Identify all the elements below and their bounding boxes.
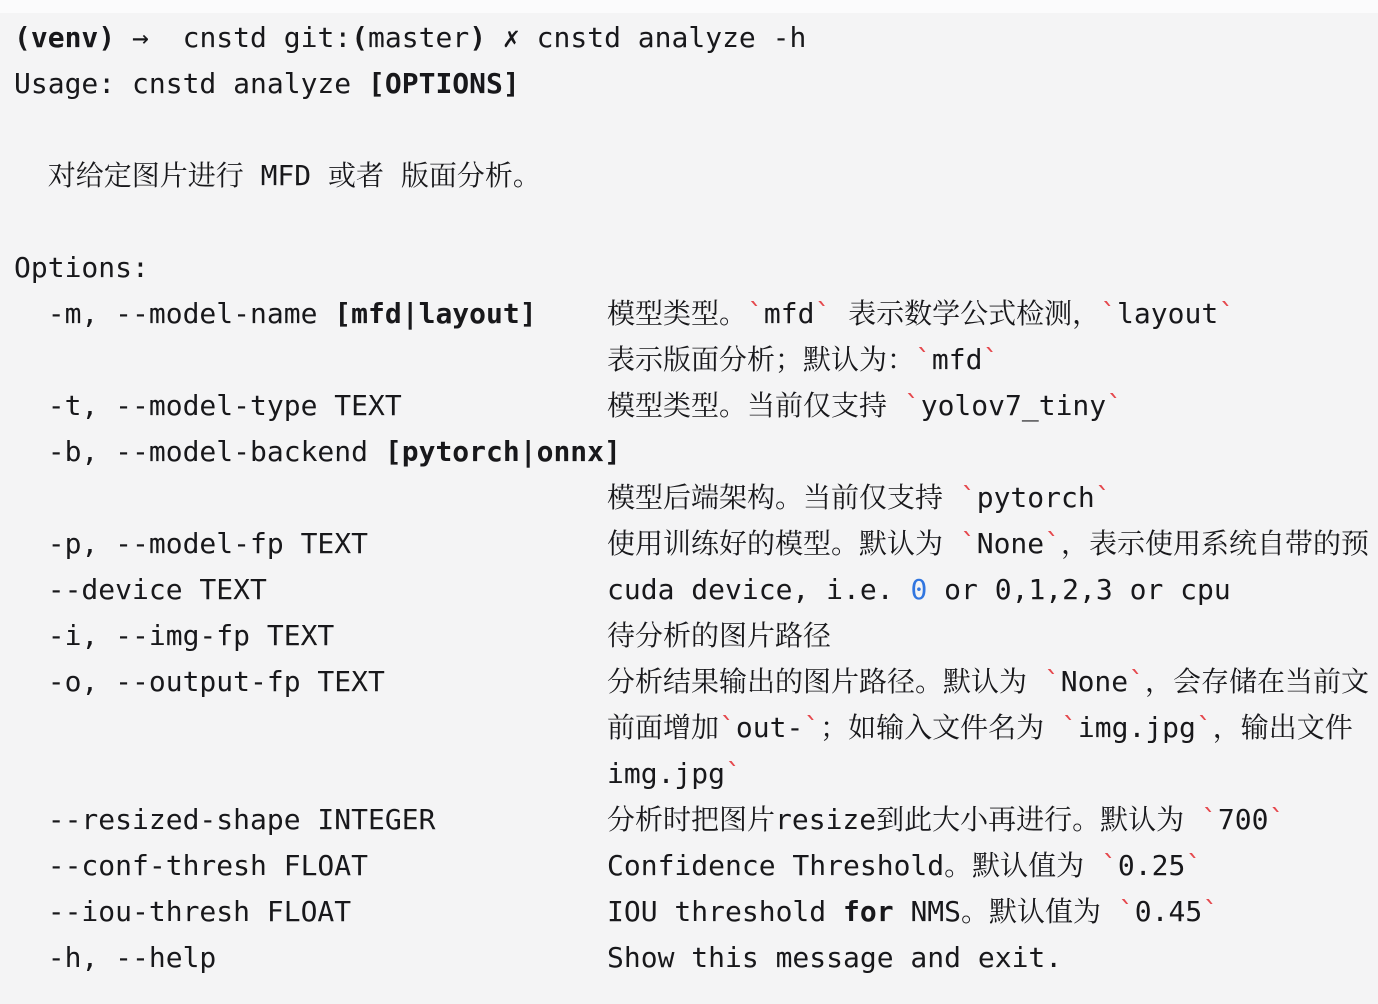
text-segment: -i, --img-fp TEXT	[14, 619, 335, 652]
backtick-highlight: `	[1185, 849, 1203, 882]
text-segment: cnstd	[182, 21, 284, 54]
description-column	[607, 849, 1202, 882]
backtick-highlight: `	[915, 343, 932, 376]
backtick-highlight: `	[1106, 389, 1124, 422]
terminal-line-8	[14, 383, 1378, 429]
option-column	[14, 291, 607, 337]
backtick-highlight: `	[1100, 297, 1118, 330]
text-segment: -h, --help	[14, 941, 217, 974]
text-segment: 模型后端架构。当前仅支持	[607, 481, 960, 514]
text-segment: --iou-thresh FLOAT	[14, 895, 352, 928]
page-top-strip	[0, 0, 1378, 13]
terminal-line-9	[14, 429, 1378, 475]
backtick-highlight: `	[1128, 665, 1146, 698]
backtick-highlight: `	[1117, 895, 1135, 928]
option-column	[14, 659, 607, 705]
terminal-line-15	[14, 705, 1378, 751]
terminal-line-3	[14, 153, 1378, 199]
description-column	[607, 297, 1235, 330]
text-segment: --resized-shape INTEGER	[14, 803, 436, 836]
text-segment: -t, --model-type TEXT	[14, 389, 402, 422]
text-segment: None	[976, 527, 1045, 560]
terminal-line-10	[14, 475, 1378, 521]
text-segment: (venv)	[14, 21, 116, 54]
text-segment: Show this message and exit.	[607, 941, 1063, 974]
terminal-line-16	[14, 751, 1378, 797]
backtick-highlight: `	[959, 527, 977, 560]
backtick-highlight: `	[1218, 297, 1236, 330]
terminal-line-18	[14, 843, 1378, 889]
text-segment: [OPTIONS]	[368, 67, 520, 100]
text-segment: 表示数学公式检测，	[831, 297, 1101, 330]
text-segment: 前面增加	[607, 711, 720, 744]
backtick-highlight: `	[1061, 711, 1078, 744]
text-segment: 表示版面分析；默认为：	[607, 343, 916, 376]
text-segment: 模型类型。	[607, 297, 748, 330]
text-segment: 0.25	[1117, 849, 1186, 882]
description-column	[607, 389, 1123, 422]
text-segment: cnstd analyze -h	[536, 21, 807, 54]
backtick-highlight: `	[1044, 527, 1062, 560]
text-segment: img.jpg	[607, 757, 726, 790]
text-segment: (	[351, 21, 369, 54]
description-column	[607, 573, 1231, 606]
description-column	[607, 527, 1369, 560]
text-segment: -b, --model-backend	[14, 435, 385, 468]
text-segment: 对给定图片进行 MFD 或者 版面分析。	[14, 159, 541, 192]
terminal-line-4	[14, 199, 1378, 245]
backtick-highlight: `	[1195, 711, 1213, 744]
terminal-line-2	[14, 107, 1378, 153]
backtick-highlight: `	[959, 481, 977, 514]
text-segment: 700	[1217, 803, 1269, 836]
option-column	[14, 797, 607, 843]
text-segment: mfd	[931, 343, 983, 376]
terminal-output	[0, 13, 1378, 981]
text-segment: cuda device, i.e.	[607, 573, 911, 606]
backtick-highlight: `	[982, 343, 1000, 376]
text-segment: Options:	[14, 251, 149, 284]
description-column	[607, 941, 1062, 974]
text-segment: 待分析的图片路径	[607, 619, 832, 652]
text-segment: --device TEXT	[14, 573, 267, 606]
backtick-highlight: `	[1094, 481, 1112, 514]
text-segment: 分析时把图片resize到此大小再进行。默认为	[607, 803, 1202, 836]
backtick-highlight: `	[1202, 895, 1220, 928]
text-segment: 分析结果输出的图片路径。默认为	[607, 665, 1044, 698]
terminal-line-13	[14, 613, 1378, 659]
terminal-line-7	[14, 337, 1378, 383]
terminal-line-19	[14, 889, 1378, 935]
text-segment: →	[115, 21, 183, 54]
text-segment: 0.45	[1134, 895, 1203, 928]
terminal-line-11	[14, 521, 1378, 567]
backtick-highlight: `	[803, 711, 821, 744]
text-segment: 使用训练好的模型。默认为	[607, 527, 960, 560]
description-column	[607, 803, 1285, 836]
description-column	[607, 665, 1369, 698]
backtick-highlight: `	[1201, 803, 1218, 836]
description-column	[607, 895, 1219, 928]
backtick-highlight: `	[719, 711, 736, 744]
text-segment: layout	[1117, 297, 1219, 330]
text-segment: Usage: cnstd analyze	[14, 67, 369, 100]
text-segment: mfd	[763, 297, 815, 330]
text-segment: ✗	[486, 21, 537, 54]
text-segment: git:	[283, 21, 352, 54]
option-column	[14, 613, 607, 659]
text-segment: ，会存储在当前文	[1145, 665, 1370, 698]
backtick-highlight: `	[1043, 665, 1061, 698]
text-segment: pytorch	[976, 481, 1095, 514]
text-segment: [mfd|layout]	[334, 297, 537, 330]
option-column	[14, 889, 607, 935]
terminal-line-5	[14, 245, 1378, 291]
text-segment: -m, --model-name	[14, 297, 335, 330]
terminal-line-6	[14, 291, 1378, 337]
text-segment: ；如输入文件名为	[820, 711, 1062, 744]
option-column	[14, 935, 607, 981]
text-segment: out-	[735, 711, 804, 744]
text-segment: None	[1060, 665, 1129, 698]
text-segment: -o, --output-fp TEXT	[14, 665, 385, 698]
text-segment: 0	[910, 573, 928, 606]
text-segment: Confidence Threshold。默认值为	[607, 849, 1102, 882]
text-segment: IOU threshold	[607, 895, 844, 928]
terminal-line-20	[14, 935, 1378, 981]
terminal-line-17	[14, 797, 1378, 843]
backtick-highlight: `	[1268, 803, 1286, 836]
text-segment: ，输出文件	[1212, 711, 1353, 744]
text-segment: --conf-thresh FLOAT	[14, 849, 369, 882]
description-column	[607, 757, 742, 790]
description-column	[607, 343, 999, 376]
text-segment: master	[368, 21, 470, 54]
text-segment: yolov7_tiny	[920, 389, 1107, 422]
backtick-highlight: `	[903, 389, 921, 422]
backtick-highlight: `	[747, 297, 764, 330]
text-segment: 模型类型。当前仅支持	[607, 389, 904, 422]
text-segment: for	[843, 895, 894, 928]
description-column	[607, 481, 1112, 514]
text-segment: -p, --model-fp TEXT	[14, 527, 369, 560]
description-column	[607, 711, 1353, 744]
option-column	[14, 521, 607, 567]
terminal-line-1	[14, 61, 1378, 107]
terminal-line-14	[14, 659, 1378, 705]
text-segment: NMS。默认值为	[893, 895, 1118, 928]
text-segment: )	[469, 21, 487, 54]
backtick-highlight: `	[1101, 849, 1118, 882]
terminal-line-0	[14, 15, 1378, 61]
terminal-line-12	[14, 567, 1378, 613]
text-segment: or 0,1,2,3 or cpu	[927, 573, 1231, 606]
text-segment: ，表示使用系统自带的预	[1061, 527, 1370, 560]
text-segment: [pytorch|onnx]	[384, 435, 621, 468]
text-segment: img.jpg	[1077, 711, 1196, 744]
backtick-highlight: `	[814, 297, 832, 330]
option-column	[14, 383, 607, 429]
option-column	[14, 567, 607, 613]
description-column	[607, 619, 831, 652]
option-column	[14, 843, 607, 889]
backtick-highlight: `	[725, 757, 742, 790]
